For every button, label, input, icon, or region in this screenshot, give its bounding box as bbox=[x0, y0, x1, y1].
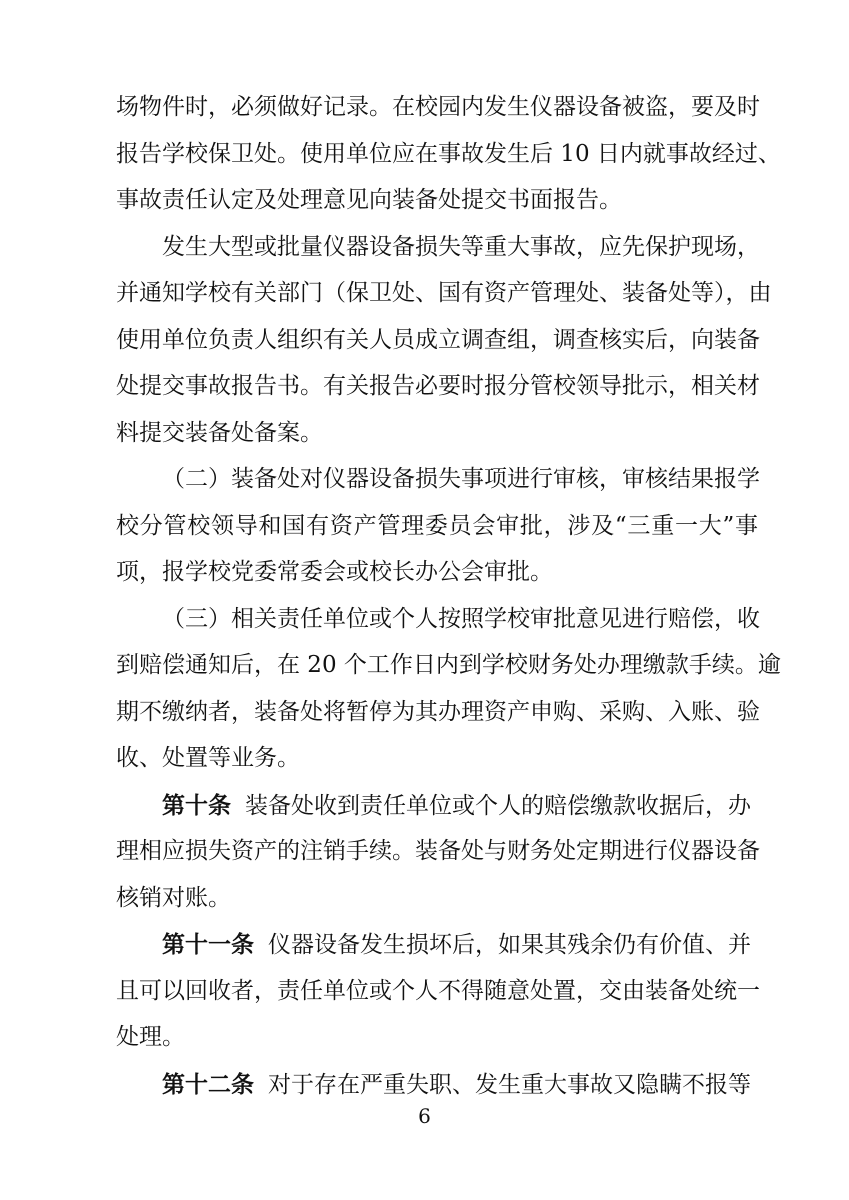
article-heading: 第十一条 bbox=[162, 931, 254, 958]
text-line: 发生大型或批量仪器设备损失等重大事故，应先保护现场， bbox=[162, 233, 760, 260]
text-line: 报告学校保卫处。使用单位应在事故发生后 10 日内就事故经过、 bbox=[116, 140, 781, 167]
text-line: （二）装备处对仪器设备损失事项进行审核，审核结果报学 bbox=[162, 466, 760, 492]
article-11-line bbox=[116, 933, 758, 956]
text-line: 场物件时，必须做好记录。在校园内发生仪器设备被盗，要及时 bbox=[116, 94, 760, 120]
text-line: 校分管校领导和国有资产管理委员会审批，涉及“三重一大”事 bbox=[116, 512, 758, 539]
document-body bbox=[116, 94, 781, 1119]
text-line: 处理。 bbox=[116, 1024, 185, 1050]
text-line: 料提交装备处备案。 bbox=[116, 419, 323, 446]
text-line: 处提交事故报告书。有关报告必要时报分管校领导批示，相关材 bbox=[116, 373, 760, 399]
text-line: 到赔偿通知后，在 20 个工作日内到学校财务处办理缴款手续。逾 bbox=[116, 652, 781, 678]
article-12-line bbox=[116, 1070, 758, 1098]
text-line: 事故责任认定及处理意见向装备处提交书面报告。 bbox=[116, 187, 622, 213]
page-number: 6 bbox=[418, 1104, 431, 1128]
text-span: 仪器设备发生损坏后，如果其残余仍有价值、并 bbox=[268, 932, 751, 958]
text-line: 核销对账。 bbox=[116, 884, 231, 911]
text-line: 使用单位负责人组织有关人员成立调查组，调查核实后，向装备 bbox=[116, 326, 760, 353]
text-line: （三）相关责任单位或个人按照学校审批意见进行赔偿，收 bbox=[162, 605, 760, 632]
text-line: 项，报学校党委常委会或校长办公会审批。 bbox=[116, 559, 553, 585]
text-line: 收、处置等业务。 bbox=[116, 745, 300, 771]
text-line: 并通知学校有关部门（保卫处、国有资产管理处、装备处等），由 bbox=[116, 280, 772, 306]
text-line: 期不缴纳者，装备处将暂停为其办理资产申购、采购、入账、验 bbox=[116, 698, 760, 725]
text-line: 理相应损失资产的注销手续。装备处与财务处定期进行仪器设备 bbox=[116, 838, 760, 864]
text-span: 装备处收到责任单位或个人的赔偿缴款收据后，办 bbox=[245, 792, 751, 819]
article-heading: 第十二条 bbox=[162, 1070, 254, 1098]
article-heading: 第十条 bbox=[162, 791, 231, 819]
text-span: 对于存在严重失职、发生重大事故又隐瞒不报等 bbox=[268, 1071, 751, 1098]
article-10-line bbox=[116, 791, 758, 819]
text-line: 且可以回收者，责任单位或个人不得随意处置，交由装备处统一 bbox=[116, 977, 760, 1004]
